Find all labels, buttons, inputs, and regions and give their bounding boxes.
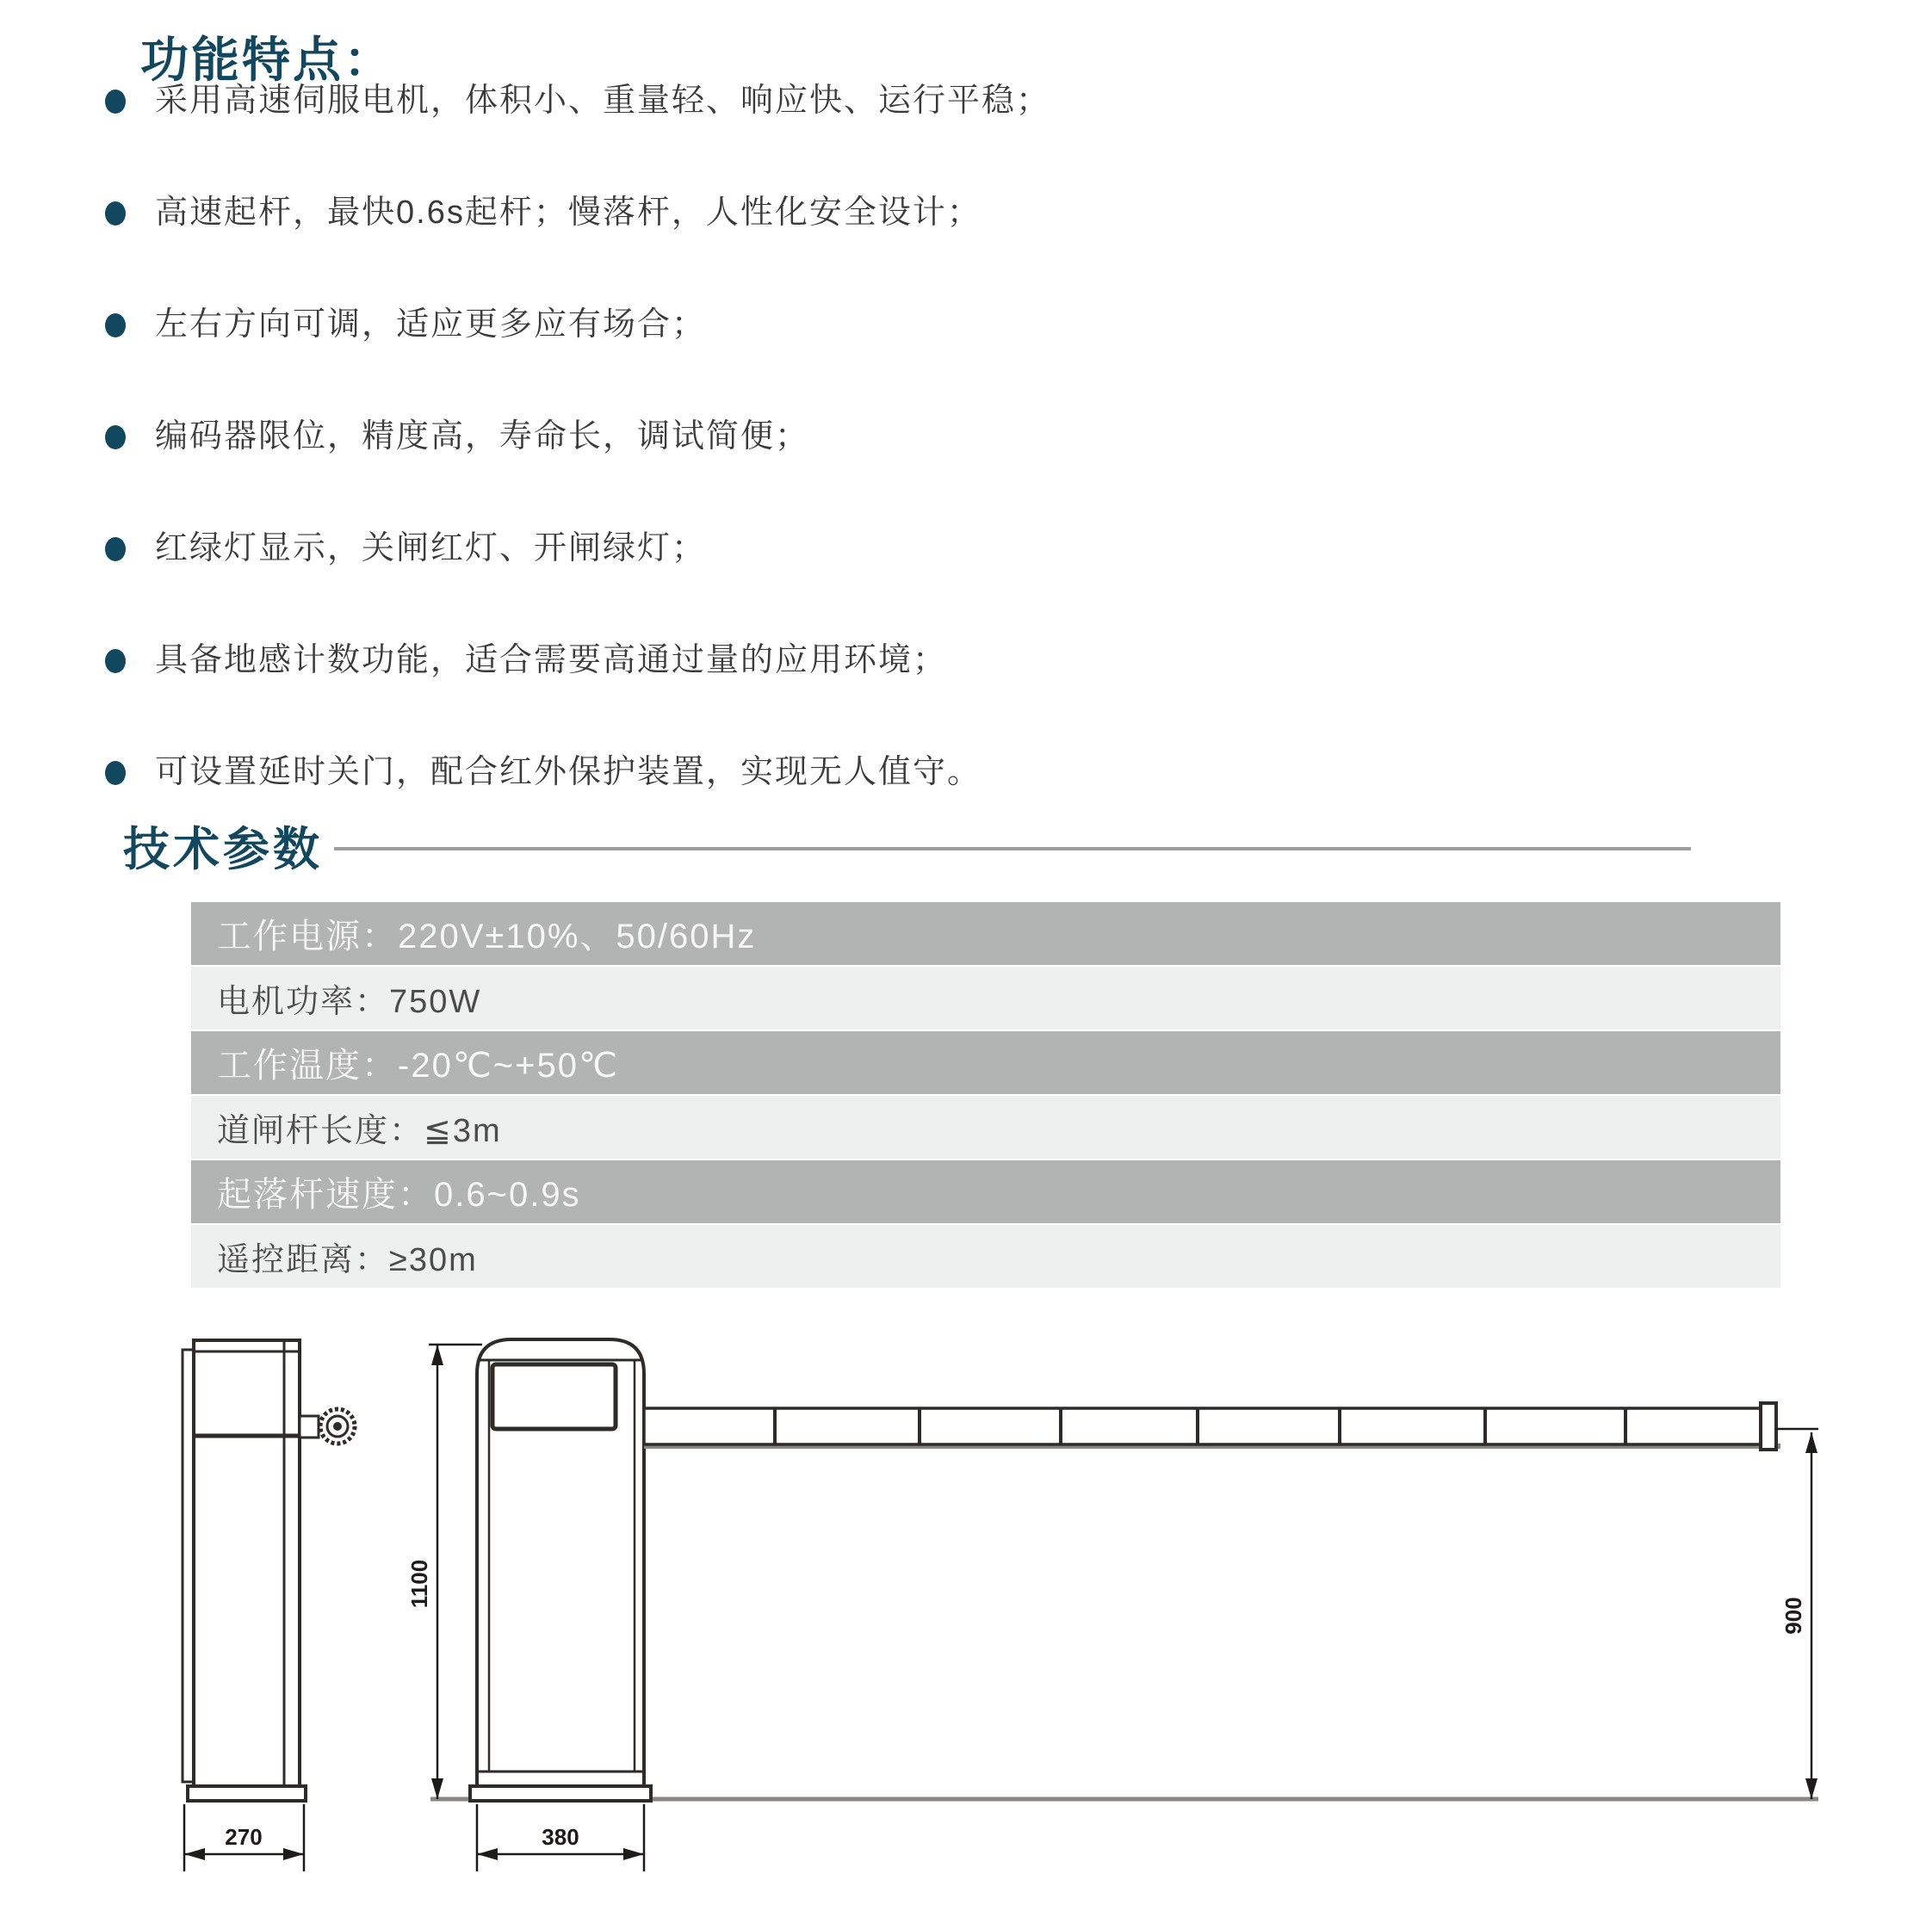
feature-item [102,195,1824,306]
barrier-arm [644,1403,1780,1450]
feature-text: 红绿灯显示，关闸红灯、开闸绿灯； [155,530,707,566]
feature-text: 可设置延时关门，配合红外保护装置，实现无人值守。 [155,754,982,790]
dim-front-width-label: 380 [542,1824,579,1850]
barrier-gate-dimension-drawing [0,1326,1932,1917]
dim-cabinet-height-label: 1100 [406,1559,432,1609]
dim-1100 [406,1345,482,1799]
bullet-dot-icon [105,313,126,337]
bullet-dot-icon [105,537,126,561]
feature-text: 编码器限位，精度高，寿命长，调试简便； [155,418,810,455]
dim-arm-clearance-label: 900 [1780,1597,1806,1635]
dim-900 [1776,1429,1818,1799]
bullet-dot-icon [105,761,126,785]
feature-item [102,418,1824,530]
params-heading [123,813,323,879]
feature-item [102,83,1824,195]
shaft-knob [300,1409,355,1444]
display-window [492,1364,616,1429]
feature-item [102,530,1824,642]
spec-row [191,1225,1780,1288]
bullet-dot-icon [105,425,126,449]
bullet-dot-icon [105,90,126,114]
params-title: 技术参数 [123,824,323,875]
dim-side-width-label: 270 [225,1824,263,1850]
spec-row-text: 遥控距离：≥30m [217,1242,478,1278]
spec-row [191,967,1780,1030]
spec-row [191,1031,1780,1094]
bullet-dot-icon [105,649,126,673]
feature-item [102,306,1824,418]
spec-row [191,1096,1780,1159]
spec-row-text: 道闸杆长度：≦3m [217,1113,502,1149]
params-divider-line [334,847,1691,850]
feature-text: 采用高速伺服电机，体积小、重量轻、响应快、运行平稳； [155,83,1051,119]
spec-row-text: 起落杆速度：0.6~0.9s [217,1176,581,1214]
bullet-dot-icon [105,201,126,226]
feature-text: 具备地感计数功能，适合需要高通过量的应用环境； [155,642,948,678]
spec-row-text: 工作温度：-20℃~+50℃ [217,1047,619,1085]
feature-text: 高速起杆，最快0.6s起杆；慢落杆，人性化安全设计； [155,195,981,231]
dim-270 [184,1804,304,1871]
side-view-cabinet [183,1340,355,1801]
feature-item [102,642,1824,754]
dim-380 [477,1804,644,1871]
spec-table [191,902,1780,1289]
front-view-cabinet [470,1339,651,1801]
feature-text: 左右方向可调，适应更多应有场合； [155,306,707,343]
arm-end-cap [1761,1403,1776,1450]
features-title: 功能特点： [140,33,394,87]
feature-list [102,83,1824,866]
spec-row [191,1160,1780,1223]
spec-row-text: 工作电源：220V±10%、50/60Hz [217,918,757,955]
spec-row-text: 电机功率：750W [217,984,482,1020]
spec-row [191,902,1780,965]
